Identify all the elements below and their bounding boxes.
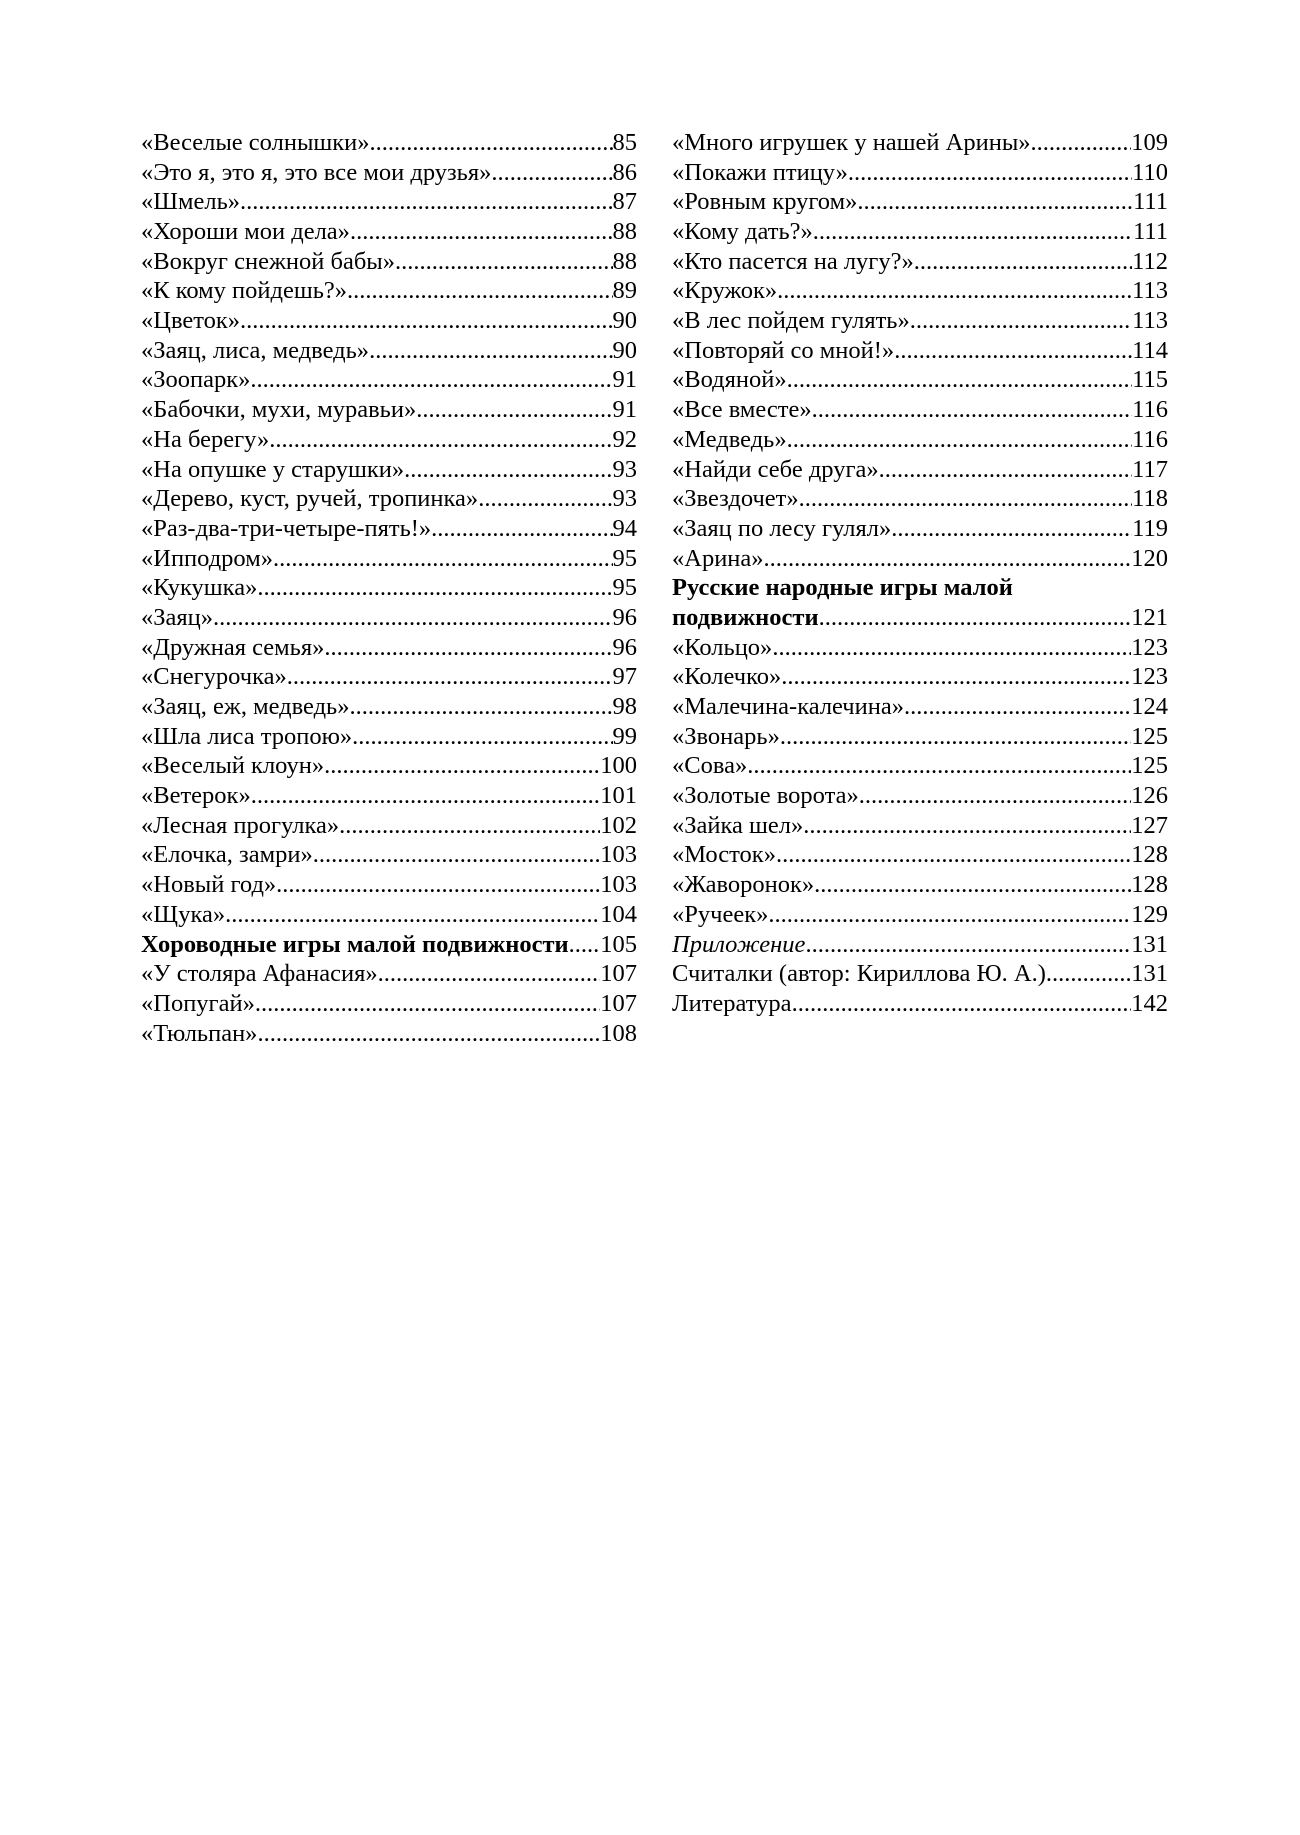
- toc-entry-title: «Кольцо»: [672, 633, 773, 661]
- dot-leader: [772, 633, 1131, 663]
- toc-entry-title: «Сова»: [672, 752, 748, 780]
- toc-page-number: 116: [1132, 396, 1168, 424]
- toc-entry[interactable]: [672, 187, 1168, 217]
- toc-entry-title: Хороводные игры малой подвижности: [141, 930, 569, 958]
- dot-leader: [431, 514, 612, 544]
- dot-leader: [879, 455, 1133, 485]
- toc-page-number: 107: [600, 960, 637, 988]
- dot-leader: [240, 306, 612, 336]
- dot-leader: [349, 692, 612, 722]
- toc-entry[interactable]: [672, 158, 1168, 188]
- toc-entry[interactable]: [672, 751, 1168, 781]
- toc-page-number: 116: [1132, 425, 1168, 453]
- toc-page-number: 85: [612, 128, 637, 156]
- dot-leader: [324, 751, 600, 781]
- toc-entry-title: «Тюльпан»: [141, 1019, 258, 1047]
- toc-entry-title: «Зайка шел»: [672, 811, 804, 839]
- toc-page-number: 117: [1132, 455, 1168, 483]
- toc-entry[interactable]: [672, 722, 1168, 752]
- toc-entry-title: «Заяц»: [141, 603, 214, 631]
- toc-entry[interactable]: [672, 276, 1168, 306]
- toc-entry-title: «Кому дать?»: [672, 218, 813, 246]
- toc-entry[interactable]: [141, 514, 637, 544]
- toc-page-number: 88: [612, 218, 637, 246]
- dot-leader: [848, 158, 1132, 188]
- dot-leader: [819, 603, 1132, 633]
- toc-entry[interactable]: [672, 781, 1168, 811]
- toc-left-column: [141, 128, 637, 1048]
- dot-leader: [777, 276, 1132, 306]
- toc-page-number: 95: [612, 544, 637, 572]
- toc-entry[interactable]: [141, 662, 637, 692]
- dot-leader: [369, 336, 612, 366]
- toc-entry[interactable]: [672, 455, 1168, 485]
- toc-page-number: 88: [612, 247, 637, 275]
- dot-leader: [792, 989, 1132, 1019]
- dot-leader: [904, 692, 1131, 722]
- toc-entry-title: «В лес пойдем гулять»: [672, 307, 910, 335]
- toc-entry-title: «Снегурочка»: [141, 663, 287, 691]
- toc-page-number: 114: [1132, 336, 1168, 364]
- toc-page-number: 93: [612, 485, 637, 513]
- toc-entry[interactable]: [672, 900, 1168, 930]
- toc-page-number: 104: [600, 900, 637, 928]
- toc-page-number: 99: [612, 722, 637, 750]
- toc-entry[interactable]: [672, 128, 1168, 158]
- toc-entry[interactable]: [672, 692, 1168, 722]
- toc-entry-title: «Звонарь»: [672, 722, 780, 750]
- toc-page-number: 93: [612, 455, 637, 483]
- toc-entry-title: подвижности: [672, 603, 819, 631]
- dot-leader: [213, 603, 612, 633]
- dot-leader: [781, 662, 1131, 692]
- toc-entry[interactable]: [141, 158, 637, 188]
- dot-leader: [764, 544, 1132, 574]
- dot-leader: [1046, 959, 1131, 989]
- toc-entry[interactable]: [141, 276, 637, 306]
- dot-leader: [250, 365, 612, 395]
- toc-entry[interactable]: [141, 870, 637, 900]
- dot-leader: [859, 781, 1132, 811]
- dot-leader: [914, 247, 1132, 277]
- toc-entry[interactable]: [141, 633, 637, 663]
- dot-leader: [768, 900, 1131, 930]
- toc-entry[interactable]: [141, 484, 637, 514]
- toc-page-number: 124: [1131, 693, 1168, 721]
- toc-entry-title: «Все вместе»: [672, 396, 812, 424]
- toc-page-number: 98: [612, 693, 637, 721]
- toc-entry[interactable]: [672, 870, 1168, 900]
- dot-leader: [416, 395, 612, 425]
- toc-page-number: 102: [600, 811, 637, 839]
- toc-page-number: 128: [1131, 841, 1168, 869]
- toc-entry-title: «Золотые ворота»: [672, 782, 859, 810]
- toc-entry-title: «На опушке у старушки»: [141, 455, 405, 483]
- toc-entry[interactable]: [672, 425, 1168, 455]
- toc-page-number: 129: [1131, 900, 1168, 928]
- toc-page-number: 119: [1132, 514, 1168, 542]
- toc-entry[interactable]: [672, 247, 1168, 277]
- toc-page-number: 113: [1132, 307, 1168, 335]
- dot-leader: [747, 751, 1131, 781]
- toc-page-number: 103: [600, 841, 637, 869]
- toc-page-number: 92: [612, 425, 637, 453]
- toc-page-number: 86: [612, 158, 637, 186]
- dot-leader: [814, 870, 1131, 900]
- dot-leader: [339, 811, 600, 841]
- dot-leader: [273, 544, 613, 574]
- toc-entry[interactable]: [141, 306, 637, 336]
- toc-entry[interactable]: [672, 959, 1168, 989]
- toc-page-number: 112: [1132, 247, 1168, 275]
- toc-entry-title: «Медведь»: [672, 425, 787, 453]
- dot-leader: [347, 276, 612, 306]
- toc-right-column: [672, 128, 1168, 1019]
- toc-entry[interactable]: [141, 336, 637, 366]
- toc-entry[interactable]: [141, 722, 637, 752]
- toc-entry[interactable]: [672, 366, 1168, 396]
- dot-leader: [478, 484, 612, 514]
- toc-entry[interactable]: [141, 989, 637, 1019]
- toc-entry[interactable]: [672, 514, 1168, 544]
- dot-leader: [857, 187, 1133, 217]
- toc-entry-title: «Заяц, лиса, медведь»: [141, 336, 370, 364]
- toc-entry-title: «Найди себе друга»: [672, 455, 879, 483]
- toc-entry-title: Приложение: [672, 930, 806, 958]
- toc-page-number: 131: [1131, 960, 1168, 988]
- dot-leader: [910, 306, 1132, 336]
- toc-entry-title: «Повторяй со мной!»: [672, 336, 895, 364]
- dot-leader: [395, 247, 613, 277]
- dot-leader: [787, 365, 1133, 395]
- dot-leader: [251, 781, 601, 811]
- toc-entry-title: «Попугай»: [141, 989, 255, 1017]
- toc-entry-title: «У столяра Афанасия»: [141, 960, 378, 988]
- toc-entry[interactable]: [672, 811, 1168, 841]
- toc-page-number: 127: [1131, 811, 1168, 839]
- toc-entry[interactable]: [141, 692, 637, 722]
- toc-entry-title: «Жаворонок»: [672, 871, 815, 899]
- toc-page-number: 109: [1131, 128, 1168, 156]
- dot-leader: [240, 187, 613, 217]
- toc-entry[interactable]: [672, 841, 1168, 871]
- toc-entry-title: «Новый год»: [141, 871, 277, 899]
- dot-leader: [1031, 128, 1132, 158]
- dot-leader: [404, 455, 612, 485]
- dot-leader: [269, 425, 612, 455]
- dot-leader: [257, 1019, 600, 1049]
- toc-page-number: 97: [612, 663, 637, 691]
- toc-entry[interactable]: [141, 603, 637, 633]
- dot-leader: [799, 484, 1133, 514]
- toc-page-number: 91: [612, 366, 637, 394]
- toc-page-number: 125: [1131, 752, 1168, 780]
- toc-entry[interactable]: [672, 544, 1168, 574]
- toc-entry-title: «Много игрушек у нашей Арины»: [672, 128, 1031, 156]
- toc-entry-title: «Веселый клоун»: [141, 752, 325, 780]
- toc-entry-title: «Арина»: [672, 544, 764, 572]
- toc-page-number: 128: [1131, 871, 1168, 899]
- toc-entry-title: «Покажи птицу»: [672, 158, 848, 186]
- toc-entry[interactable]: [672, 336, 1168, 366]
- dot-leader: [891, 514, 1132, 544]
- toc-entry[interactable]: [141, 366, 637, 396]
- dot-leader: [255, 989, 600, 1019]
- toc-entry-title: «Ручеек»: [672, 900, 769, 928]
- toc-entry-title: «Колечко»: [672, 663, 782, 691]
- toc-entry[interactable]: [141, 217, 637, 247]
- toc-entry-title: «Щука»: [141, 900, 226, 928]
- toc-page-number: 100: [600, 752, 637, 780]
- toc-entry-title: «Хороши мои дела»: [141, 218, 350, 246]
- toc-page-number: 121: [1131, 603, 1168, 631]
- toc-page-number: 91: [612, 396, 637, 424]
- toc-entry-title: «Раз-два-три-четыре-пять!»: [141, 514, 432, 542]
- dot-leader: [803, 811, 1131, 841]
- toc-entry[interactable]: [672, 395, 1168, 425]
- toc-entry[interactable]: [141, 841, 637, 871]
- toc-page-number: 131: [1131, 930, 1168, 958]
- toc-section-entry[interactable]: [141, 930, 637, 960]
- dot-leader: [780, 722, 1131, 752]
- toc-page-number: 125: [1131, 722, 1168, 750]
- dot-leader: [287, 662, 613, 692]
- toc-page-number: 87: [612, 188, 637, 216]
- toc-entry[interactable]: [672, 633, 1168, 663]
- toc-page-number: 123: [1131, 663, 1168, 691]
- dot-leader: [491, 158, 612, 188]
- toc-page-number: 103: [600, 871, 637, 899]
- dot-leader: [813, 217, 1133, 247]
- toc-entry[interactable]: [141, 187, 637, 217]
- toc-entry-title: Считалки (автор: Кириллова Ю. А.): [672, 960, 1046, 988]
- dot-leader: [276, 870, 600, 900]
- toc-page-number: 120: [1131, 544, 1168, 572]
- toc-entry[interactable]: [141, 425, 637, 455]
- toc-entry[interactable]: [141, 781, 637, 811]
- toc-entry-title: «Вокруг снежной бабы»: [141, 247, 395, 275]
- toc-entry-title: «Ипподром»: [141, 544, 273, 572]
- toc-page-number: 111: [1133, 188, 1168, 216]
- toc-entry-title: «Дерево, куст, ручей, тропинка»: [141, 485, 479, 513]
- dot-leader: [805, 930, 1131, 960]
- toc-entry-title: «Заяц, еж, медведь»: [141, 693, 350, 721]
- toc-entry[interactable]: [141, 544, 637, 574]
- toc-page-number: 96: [612, 633, 637, 661]
- toc-entry-title: «Веселые солнышки»: [141, 128, 370, 156]
- dot-leader: [894, 336, 1132, 366]
- toc-entry-title: «Мосток»: [672, 841, 776, 869]
- toc-page-number: 107: [600, 989, 637, 1017]
- toc-entry-title: «Ровным кругом»: [672, 188, 858, 216]
- toc-entry[interactable]: [141, 128, 637, 158]
- toc-page-number: 123: [1131, 633, 1168, 661]
- toc-page-number: 90: [612, 307, 637, 335]
- toc-entry[interactable]: [141, 455, 637, 485]
- dot-leader: [378, 959, 601, 989]
- toc-entry-title: «Звездочет»: [672, 485, 799, 513]
- dot-leader: [350, 217, 613, 247]
- toc-entry-title: «К кому пойдешь?»: [141, 277, 348, 305]
- toc-entry[interactable]: [141, 751, 637, 781]
- dot-leader: [352, 722, 612, 752]
- toc-entry[interactable]: [141, 1019, 637, 1049]
- dot-leader: [569, 930, 601, 960]
- toc-entry[interactable]: [672, 306, 1168, 336]
- toc-entry[interactable]: [672, 989, 1168, 1019]
- toc-page-number: 101: [600, 782, 637, 810]
- toc-page-number: 105: [600, 930, 637, 958]
- toc-entry-title: «Елочка, замри»: [141, 841, 313, 869]
- toc-entry[interactable]: [141, 811, 637, 841]
- dot-leader: [225, 900, 600, 930]
- dot-leader: [370, 128, 613, 158]
- toc-entry-title: «Цветок»: [141, 307, 241, 335]
- toc-entry[interactable]: [141, 573, 637, 603]
- toc-page-number: 113: [1132, 277, 1168, 305]
- toc-page-number: 142: [1131, 989, 1168, 1017]
- toc-page-number: 110: [1132, 158, 1168, 186]
- toc-entry-title: Литература: [672, 989, 792, 1017]
- toc-entry[interactable]: [141, 900, 637, 930]
- toc-entry-title: «Зоопарк»: [141, 366, 251, 394]
- dot-leader: [313, 840, 601, 870]
- toc-page-number: 94: [612, 514, 637, 542]
- toc-entry-title: «Это я, это я, это все мои друзья»: [141, 158, 492, 186]
- dot-leader: [257, 573, 612, 603]
- toc-page-number: 115: [1132, 366, 1168, 394]
- toc-entry-title: «Бабочки, мухи, муравьи»: [141, 396, 417, 424]
- toc-page-number: 89: [612, 277, 637, 305]
- toc-entry-title: «Водяной»: [672, 366, 787, 394]
- toc-entry-title: «Лесная прогулка»: [141, 811, 340, 839]
- dot-leader: [812, 395, 1133, 425]
- toc-entry[interactable]: [141, 959, 637, 989]
- toc-section-heading: Русские народные игры малой: [672, 574, 1013, 602]
- toc-entry[interactable]: [672, 484, 1168, 514]
- toc-page-number: 126: [1131, 782, 1168, 810]
- dot-leader: [776, 840, 1131, 870]
- toc-entry-title: «Малечина-калечина»: [672, 693, 904, 721]
- toc-entry[interactable]: [141, 395, 637, 425]
- toc-entry-title: «На берегу»: [141, 425, 270, 453]
- dot-leader: [787, 425, 1133, 455]
- toc-entry-title: «Заяц по лесу гулял»: [672, 514, 892, 542]
- toc-entry-title: «Кукушка»: [141, 574, 258, 602]
- toc-entry-title: «Дружная семья»: [141, 633, 325, 661]
- toc-section-entry[interactable]: [672, 603, 1168, 633]
- toc-page-number: 108: [600, 1019, 637, 1047]
- toc-entry[interactable]: [672, 930, 1168, 960]
- toc-entry-title: «Шмель»: [141, 188, 240, 216]
- dot-leader: [324, 633, 612, 663]
- toc-page-number: 90: [612, 336, 637, 364]
- toc-entry[interactable]: [141, 247, 637, 277]
- toc-entry[interactable]: [672, 662, 1168, 692]
- toc-page-number: 96: [612, 603, 637, 631]
- toc-entry-title: «Кто пасется на лугу?»: [672, 247, 914, 275]
- toc-page-number: 111: [1133, 218, 1168, 246]
- toc-entry[interactable]: [672, 217, 1168, 247]
- toc-entry-title: «Кружок»: [672, 277, 778, 305]
- toc-entry-title: «Ветерок»: [141, 782, 251, 810]
- toc-entry-title: «Шла лиса тропою»: [141, 722, 353, 750]
- toc-page-number: 118: [1132, 485, 1168, 513]
- toc-page-number: 95: [612, 574, 637, 602]
